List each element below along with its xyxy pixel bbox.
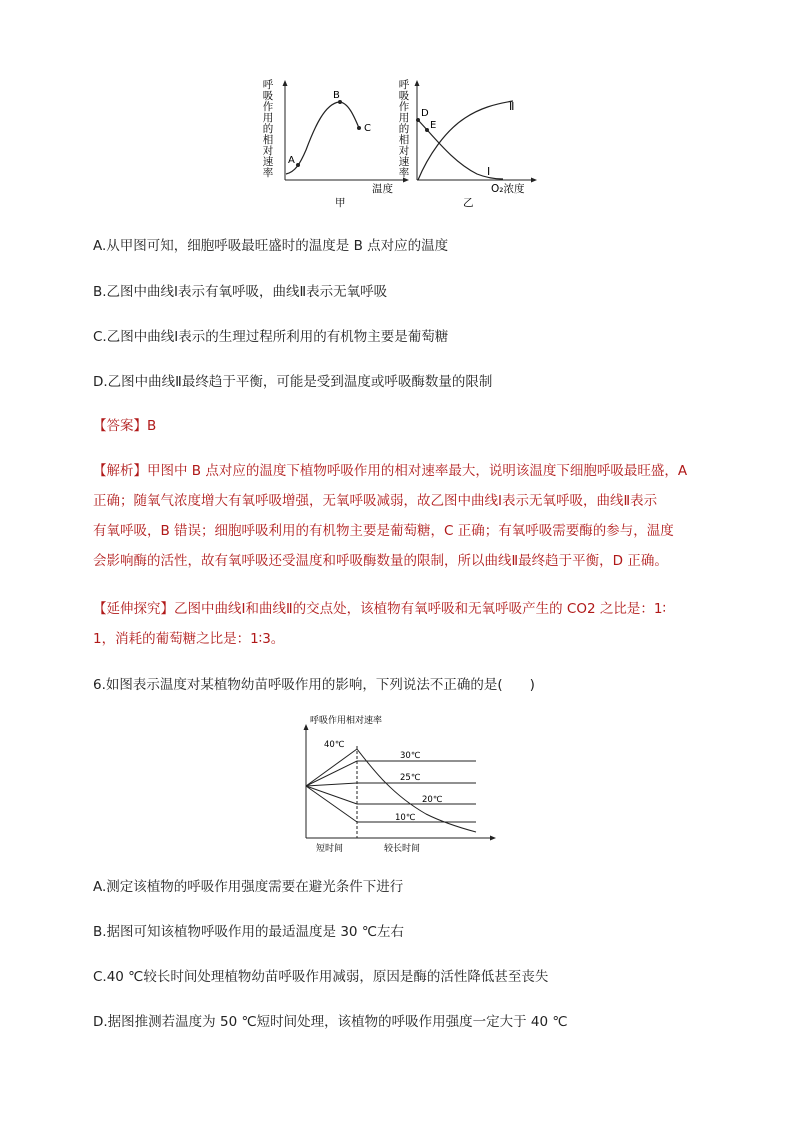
q5-answer: 【答案】B [93, 418, 157, 434]
yi-x-arrow [531, 178, 537, 183]
jia-label-a: A [288, 155, 295, 166]
jia-ylabel-5: 的 [262, 123, 274, 135]
q6-xlabel-short: 短时间 [316, 844, 344, 854]
q6-line-10-short [306, 786, 357, 822]
q5-option-c: C.乙图中曲线Ⅰ表示的生理过程所利用的有机物主要是葡萄糖 [93, 329, 449, 345]
yi-point-d [416, 118, 420, 122]
yi-ylabel-3: 作 [398, 101, 410, 113]
chart-jia [263, 79, 409, 209]
q5-analysis-line-2: 正确；随氧气浓度增大有氧呼吸增强，无氧呼吸减弱，故乙图中曲线Ⅰ表示无氧呼吸，曲线Ⅱ表示 [93, 493, 658, 509]
q6-label-40: 40℃ [324, 740, 345, 750]
jia-ylabel-6: 相 [262, 134, 274, 146]
jia-label-c: C [364, 123, 371, 134]
jia-ylabel-4: 用 [262, 112, 274, 124]
jia-label-b: B [333, 90, 340, 101]
jia-ylabel-8: 速 [262, 156, 274, 168]
q6-line-25-short [306, 783, 357, 786]
q5-option-b: B.乙图中曲线Ⅰ表示有氧呼吸，曲线Ⅱ表示无氧呼吸 [93, 284, 388, 300]
q6-label-20: 20℃ [422, 795, 443, 805]
q6-y-arrow [304, 724, 309, 730]
q6-option-c: C.40 ℃较长时间处理植物幼苗呼吸作用减弱，原因是酶的活性降低甚至丧失 [93, 969, 549, 985]
jia-caption: 甲 [335, 197, 346, 209]
chart-yi [399, 79, 537, 209]
q6-label-10: 10℃ [395, 813, 416, 823]
yi-ylabel-5: 的 [398, 123, 410, 135]
jia-curve [286, 102, 359, 174]
yi-ylabel-1: 呼 [398, 79, 410, 91]
q6-label-30: 30℃ [400, 751, 421, 761]
q5-option-d: D.乙图中曲线Ⅱ最终趋于平衡，可能是受到温度或呼吸酶数量的限制 [93, 374, 493, 390]
jia-ylabel-2: 吸 [262, 90, 274, 102]
jia-point-a [296, 163, 300, 167]
q5-analysis-line-4: 会影响酶的活性，故有氧呼吸还受温度和呼吸酶数量的限制，所以曲线Ⅱ最终趋于平衡，D 正确。 [93, 553, 668, 569]
yi-caption: 乙 [463, 197, 474, 209]
yi-ylabel-9: 率 [398, 167, 410, 179]
yi-ylabel-7: 对 [398, 145, 410, 157]
q6-stem: 6.如图表示温度对某植物幼苗呼吸作用的影响，下列说法不正确的是( ) [93, 677, 535, 693]
q6-line-30-short [306, 761, 357, 786]
q6-xlabel-long: 较长时间 [384, 844, 421, 854]
q5-extension-line-1: 【延伸探究】乙图中曲线Ⅰ和曲线Ⅱ的交点处，该植物有氧呼吸和无氧呼吸产生的 CO2 之比是：1∶ [93, 601, 666, 617]
q6-line-40-short [306, 749, 357, 786]
q6-line-20-short [306, 786, 357, 804]
yi-y-arrow [415, 80, 420, 86]
q5-analysis-line-1: 【解析】甲图中 B 点对应的温度下植物呼吸作用的相对速率最大，说明该温度下细胞呼吸最旺盛，A [93, 463, 688, 479]
jia-ylabel-1: 呼 [262, 79, 274, 91]
jia-ylabel-7: 对 [262, 145, 274, 157]
q5-analysis-line-3: 有氧呼吸，B 错误；细胞呼吸利用的有机物主要是葡萄糖，C 正确；有氧呼吸需要酶的参与，温度 [93, 523, 674, 539]
yi-label-d: D [421, 108, 429, 119]
figure-jia-yi [255, 76, 545, 211]
yi-ylabel-2: 吸 [398, 90, 410, 102]
q5-analysis [93, 456, 713, 576]
q6-option-a: A.测定该植物的呼吸作用强度需要在避光条件下进行 [93, 879, 404, 895]
yi-label-e: E [430, 120, 437, 131]
jia-y-arrow [283, 80, 288, 86]
yi-point-e [425, 128, 429, 132]
jia-ylabel-9: 率 [262, 167, 274, 179]
jia-point-c [357, 126, 361, 130]
q6-option-d: D.据图推测若温度为 50 ℃短时间处理，该植物的呼吸作用强度一定大于 40 ℃ [93, 1014, 568, 1030]
figure-temperature-chart [296, 712, 506, 854]
q5-extension-line-2: 1，消耗的葡萄糖之比是：1∶3。 [93, 631, 285, 647]
jia-ylabel-3: 作 [262, 101, 274, 113]
q6-x-arrow [490, 836, 496, 841]
q6-option-b: B.据图可知该植物呼吸作用的最适温度是 30 ℃左右 [93, 924, 404, 940]
yi-xlabel: O₂浓度 [491, 183, 525, 195]
yi-curve-ii [418, 101, 513, 180]
q6-ylabel: 呼吸作用相对速率 [310, 716, 383, 726]
yi-label-curve-ii: Ⅱ [509, 100, 515, 113]
yi-label-curve-i: Ⅰ [487, 165, 491, 178]
jia-xlabel: 温度 [372, 183, 393, 195]
q5-option-a: A.从甲图可知，细胞呼吸最旺盛时的温度是 B 点对应的温度 [93, 238, 449, 254]
yi-ylabel-4: 用 [398, 112, 410, 124]
yi-ylabel-8: 速 [398, 156, 410, 168]
q6-label-25: 25℃ [400, 773, 421, 783]
yi-ylabel-6: 相 [398, 134, 410, 146]
q5-extension [93, 594, 713, 654]
